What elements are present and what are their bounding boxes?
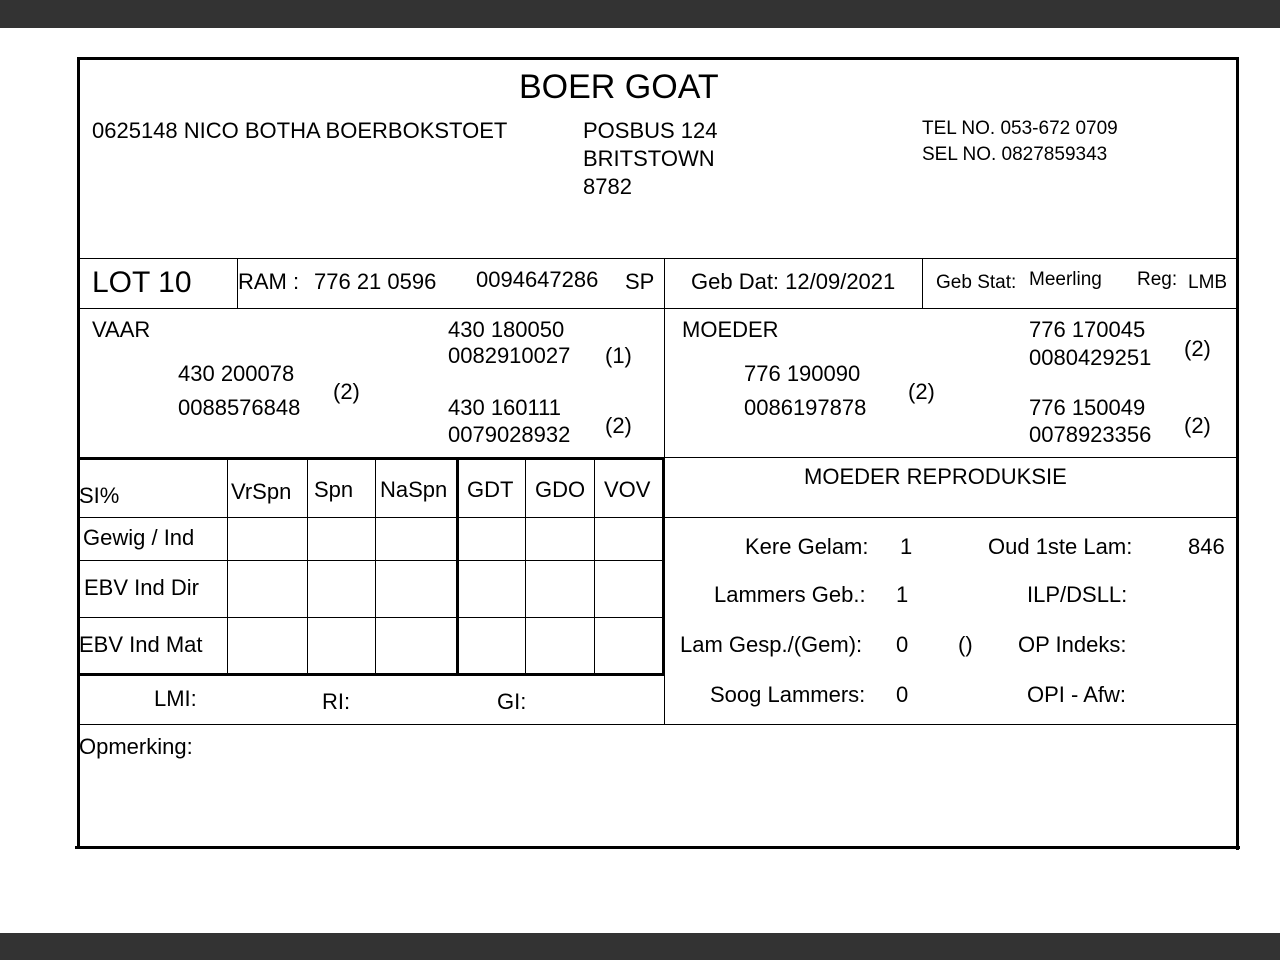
dam-dam-code: (2): [1184, 413, 1211, 438]
column-header: GDT: [467, 477, 514, 502]
bottom-dark-bar: [0, 933, 1280, 960]
dam-number: 776 190090: [744, 361, 861, 386]
sire-sire-code: (1): [605, 343, 632, 368]
dam-sire-id: 0080429251: [1029, 345, 1152, 370]
breeder-name: 0625148 NICO BOTHA BOERBOKSTOET: [92, 118, 508, 143]
column-header: Spn: [314, 477, 354, 502]
top-dark-bar: [0, 0, 1280, 28]
divider-col-4: [525, 460, 526, 675]
divider-date-status: [922, 258, 923, 308]
divider-table-row2: [80, 617, 665, 618]
ri-label: RI:: [322, 689, 351, 714]
suckling-lambs-value: 0: [896, 682, 909, 707]
cellphone-number: SEL NO. 0827859343: [922, 144, 1108, 165]
lambs-born-label: Lammers Geb.:: [714, 582, 866, 607]
sire-id: 0088576848: [178, 395, 301, 420]
lot-number: LOT 10: [92, 266, 192, 299]
card-title: BOER GOAT: [519, 68, 719, 106]
lambs-weaned-paren: (): [958, 632, 973, 657]
first-lamb-age-label: Oud 1ste Lam:: [988, 534, 1133, 559]
table-corner-label: SI%: [79, 483, 120, 508]
row-label: Gewig / Ind: [83, 525, 195, 550]
times-lambed-label: Kere Gelam:: [745, 534, 869, 559]
divider-repro-title: [665, 517, 1236, 518]
sire-dam-id: 0079028932: [448, 422, 571, 447]
card-border-bottom: [75, 846, 1240, 849]
card-border-right: [1236, 57, 1239, 850]
divider-col-label: [227, 460, 228, 675]
dam-sire-number: 776 170045: [1029, 317, 1146, 342]
address-line-3: 8782: [583, 174, 632, 199]
dam-id: 0086197878: [744, 395, 867, 420]
column-header: NaSpn: [380, 477, 448, 502]
lambs-weaned-label: Lam Gesp./(Gem):: [680, 632, 863, 657]
op-index-label: OP Indeks:: [1018, 632, 1127, 657]
lmi-label: LMI:: [154, 686, 197, 711]
opi-deviation-label: OPI - Afw:: [1027, 682, 1127, 707]
address-line-1: POSBUS 124: [583, 118, 718, 143]
ilp-dsll-label: ILP/DSLL:: [1027, 582, 1128, 607]
card-border-left: [77, 57, 80, 849]
divider-col-thick: [456, 458, 459, 675]
lambs-born-value: 1: [896, 582, 909, 607]
divider-col-1: [307, 460, 308, 675]
dam-heading: MOEDER: [682, 317, 779, 342]
ram-status: SP: [625, 269, 655, 294]
remarks-label: Opmerking:: [79, 734, 193, 759]
divider-col-2: [375, 460, 376, 675]
card-border-top: [77, 57, 1239, 60]
dam-code: (2): [908, 379, 935, 404]
divider-pedigree-right: [665, 457, 1236, 458]
column-header: VrSpn: [231, 479, 292, 504]
registration-label: Reg:: [1137, 269, 1178, 290]
birth-date: Geb Dat: 12/09/2021: [691, 269, 896, 294]
dam-dam-number: 776 150049: [1029, 395, 1146, 420]
registration-value: LMB: [1188, 272, 1228, 293]
ram-label: RAM :: [238, 269, 300, 294]
divider-table-row1: [80, 560, 665, 561]
sire-dam-number: 430 160111: [448, 395, 561, 420]
address-line-2: BRITSTOWN: [583, 146, 715, 171]
sire-sire-number: 430 180050: [448, 317, 565, 342]
birth-status-label: Geb Stat:: [936, 272, 1017, 293]
divider-table-bottom: [80, 673, 665, 676]
telephone-number: TEL NO. 053-672 0709: [922, 118, 1118, 139]
row-label: EBV Ind Mat: [79, 632, 203, 657]
sire-number: 430 200078: [178, 361, 295, 386]
birth-status-value: Meerling: [1029, 269, 1102, 290]
dam-dam-id: 0078923356: [1029, 422, 1152, 447]
reproduction-title: MOEDER REPRODUKSIE: [804, 464, 1067, 489]
suckling-lambs-label: Soog Lammers:: [710, 682, 866, 707]
divider-col-5: [594, 460, 595, 675]
row-label: EBV Ind Dir: [84, 575, 199, 600]
divider-table-header: [80, 517, 665, 518]
gi-label: GI:: [497, 689, 527, 714]
sire-heading: VAAR: [92, 317, 151, 342]
sire-code: (2): [333, 379, 360, 404]
column-header: GDO: [535, 477, 586, 502]
dam-sire-code: (2): [1184, 336, 1211, 361]
sire-dam-code: (2): [605, 413, 632, 438]
divider-pedigree-left: [80, 457, 665, 460]
divider-header: [80, 258, 1236, 259]
ram-number: 776 21 0596: [314, 269, 437, 294]
ram-id: 0094647286: [476, 267, 599, 292]
times-lambed-value: 1: [900, 534, 913, 559]
divider-remarks: [80, 724, 1236, 725]
table-right-border: [662, 458, 665, 675]
column-header: VOV: [604, 477, 651, 502]
lambs-weaned-value: 0: [896, 632, 909, 657]
sire-sire-id: 0082910027: [448, 343, 571, 368]
first-lamb-age-value: 846: [1188, 534, 1225, 559]
divider-lot-row: [80, 308, 1236, 309]
